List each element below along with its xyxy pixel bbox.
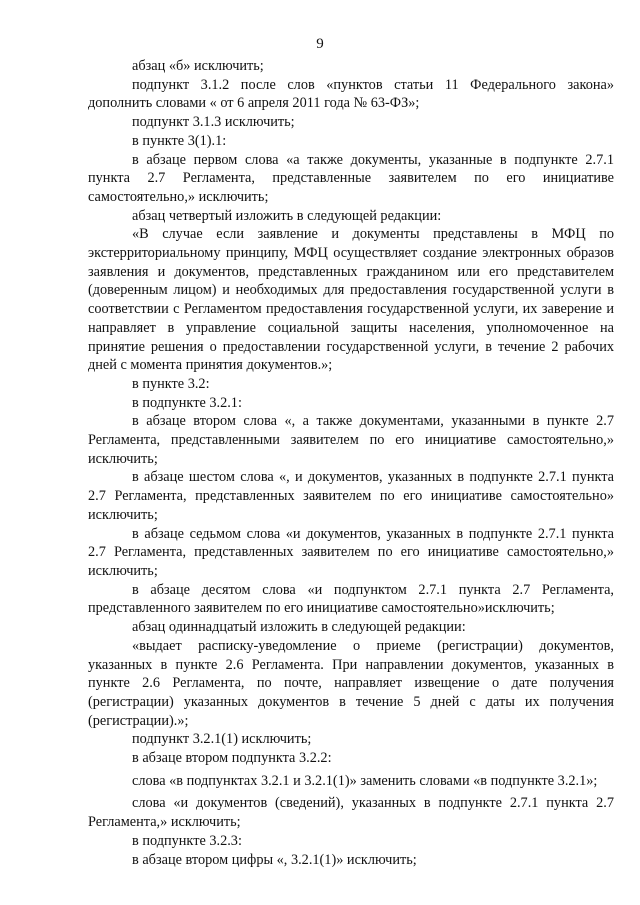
page-number: 9 — [316, 36, 324, 52]
paragraph-5: в абзаце первом слова «а также документы, указанные в подпункте 2.7.1 пункта 2.7 Регламента, представленные заявителем по его инициативе самостоятельно,» исключить; — [88, 151, 614, 205]
paragraph-8: в пункте 3.2: — [132, 375, 210, 392]
paragraph-15: «выдает расписку-уведомление о приеме (регистрации) документов, указанных в пункте 2.6 Регламента. При направлении документов, указанных в пункте 2.6 Регламента, по почте, направляет извещение о дате получения (регистрации) указанных документов в течение 5 дней с даты их получения (регистрации).»; — [88, 637, 614, 729]
paragraph-17: в абзаце втором подпункта 3.2.2: — [132, 750, 332, 767]
paragraph-11: в абзаце шестом слова «, и документов, указанных в подпункте 2.7.1 пункта 2.7 Регламента, представленных заявителем по его инициативе самостоятельно» исключить; — [88, 469, 614, 523]
paragraph-13: в абзаце десятом слова «и подпунктом 2.7.1 пункта 2.7 Регламента, представленного заявителем по его инициативе самостоятельно»исключить; — [88, 581, 614, 617]
paragraph-9: в подпункте 3.2.1: — [132, 394, 242, 411]
paragraph-20: в подпункте 3.2.3: — [132, 832, 242, 849]
paragraph-2: подпункт 3.1.2 после слов «пунктов статьи 11 Федерального закона» дополнить словами « от 6 апреля 2011 года № 63-ФЗ»; — [88, 76, 614, 112]
paragraph-14: абзац одиннадцатый изложить в следующей редакции: — [132, 619, 466, 636]
paragraph-1: абзац «б» исключить; — [132, 58, 264, 74]
paragraph-10: в абзаце втором слова «, а также документами, указанными в пункте 2.7 Регламента, представленными заявителем по его инициативе самостоятельно,» исключить; — [88, 413, 614, 467]
paragraph-3: подпункт 3.1.3 исключить; — [132, 114, 295, 131]
paragraph-6: абзац четвертый изложить в следующей редакции: — [132, 207, 442, 224]
document-body — [88, 57, 614, 869]
paragraph-4: в пункте 3(1).1: — [132, 132, 227, 149]
paragraph-12: в абзаце седьмом слова «и документов, указанных в подпункте 2.7.1 пункта 2.7 Регламента, представленных заявителем по его инициативе самостоятельно,» исключить; — [88, 525, 614, 579]
paragraph-18: слова «в подпунктах 3.2.1 и 3.2.1(1)» заменить словами «в подпункте 3.2.1»; — [132, 772, 598, 789]
paragraph-19: слова «и документов (сведений), указанных в подпункте 2.7.1 пункта 2.7 Регламента,» исключить; — [88, 795, 614, 831]
paragraph-16: подпункт 3.2.1(1) исключить; — [132, 731, 312, 748]
paragraph-21: в абзаце втором цифры «, 3.2.1(1)» исключить; — [132, 851, 417, 868]
paragraph-7: «В случае если заявление и документы представлены в МФЦ по экстерриториальному принципу, МФЦ осуществляет создание электронных образов заявления и документов, представленных гражданином или его представителем (доверенным лицом) и необходимых для предоставления государственной услуги в соответствии с Регламентом предоставления государственной услуги, их заверение и направляет в управление социальной защиты населения, уполномоченное на принятие решения о предоставлении государственной услуги, в течение 2 рабочих дней с момента принятия документов.»; — [88, 226, 614, 374]
